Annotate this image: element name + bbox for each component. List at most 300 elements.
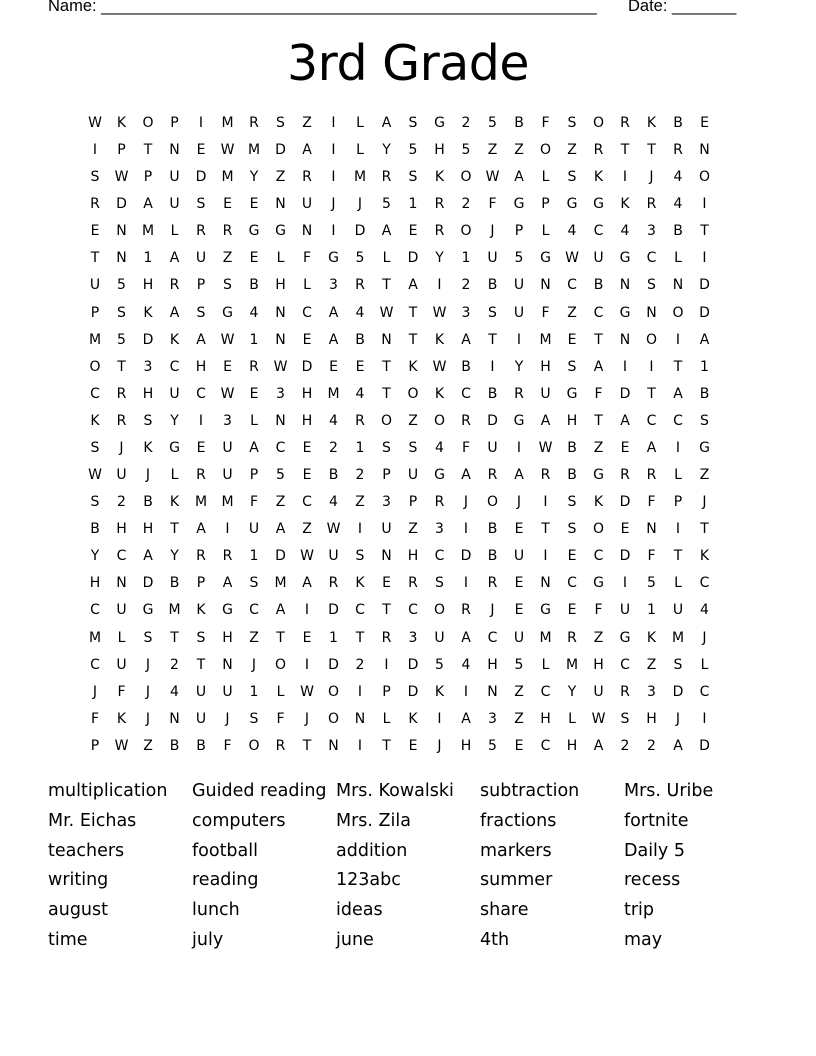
grid-letter: J <box>119 439 124 456</box>
grid-letter: R <box>196 467 206 484</box>
word-list-item: 123abc <box>336 870 401 891</box>
grid-letter: T <box>647 142 656 159</box>
word-list-item: writing <box>48 870 109 891</box>
grid-letter: U <box>513 304 525 321</box>
grid-letter: T <box>382 277 391 294</box>
grid-letter: I <box>675 439 681 456</box>
grid-letter: R <box>620 467 630 484</box>
grid-letter: K <box>593 494 604 511</box>
word-list-item: ideas <box>336 900 383 921</box>
grid-letter: R <box>461 602 471 619</box>
grid-letter: P <box>90 737 100 754</box>
grid-letter: P <box>196 277 206 294</box>
grid-letter: I <box>622 169 628 186</box>
grid-letter: A <box>593 358 604 375</box>
grid-letter: E <box>196 142 206 159</box>
grid-letter: D <box>301 358 313 375</box>
grid-letter: U <box>169 196 180 213</box>
grid-letter: D <box>354 223 366 240</box>
grid-letter: T <box>382 602 391 619</box>
grid-letter: E <box>196 439 206 456</box>
grid-letter: D <box>142 575 154 592</box>
grid-letter: R <box>461 412 471 429</box>
grid-letter: L <box>356 142 364 159</box>
grid-letter: R <box>355 412 365 429</box>
grid-letter: D <box>460 548 472 565</box>
grid-letter: L <box>382 710 391 727</box>
grid-letter: Z <box>487 142 498 159</box>
grid-letter: W <box>432 358 447 375</box>
grid-letter: C <box>461 385 471 402</box>
grid-letter: 5 <box>117 277 126 294</box>
grid-letter: Y <box>567 683 577 700</box>
grid-letter: F <box>541 304 550 321</box>
grid-letter: M <box>221 494 234 511</box>
grid-letter: J <box>675 710 681 727</box>
grid-letter: G <box>566 385 578 402</box>
grid-letter: I <box>357 683 363 700</box>
grid-letter: W <box>432 304 447 321</box>
grid-letter: 5 <box>382 196 391 213</box>
grid-letter: C <box>593 548 604 565</box>
word-list-item: lunch <box>192 900 240 921</box>
grid-letter: I <box>516 439 522 456</box>
grid-letter: O <box>672 304 684 321</box>
grid-letter: E <box>249 196 259 213</box>
grid-letter: Y <box>514 358 524 375</box>
grid-letter: R <box>328 575 339 592</box>
grid-letter: 4 <box>673 196 683 213</box>
grid-letter: N <box>381 548 392 565</box>
grid-letter: I <box>622 575 628 592</box>
grid-letter: A <box>540 412 551 429</box>
grid-letter: N <box>116 250 127 267</box>
grid-letter: W <box>273 358 288 375</box>
grid-letter: K <box>593 169 604 186</box>
grid-letter: 4 <box>355 304 365 321</box>
grid-letter: A <box>514 467 524 484</box>
grid-letter: S <box>382 439 391 456</box>
grid-letter: L <box>674 250 682 267</box>
grid-letter: N <box>354 710 366 727</box>
grid-letter: A <box>593 737 604 754</box>
grid-letter: J <box>702 494 707 511</box>
grid-letter: R <box>275 737 286 754</box>
grid-letter: W <box>485 169 500 186</box>
grid-letter: D <box>328 602 339 619</box>
grid-letter: U <box>89 277 101 294</box>
grid-letter: Z <box>302 521 312 538</box>
grid-letter: 5 <box>435 656 444 673</box>
grid-letter: D <box>619 385 631 402</box>
page-title: 3rd Grade <box>286 35 530 92</box>
grid-letter: N <box>328 737 339 754</box>
grid-letter: M <box>565 656 579 673</box>
grid-letter: H <box>487 656 498 673</box>
grid-letter: A <box>673 385 683 402</box>
grid-letter: S <box>567 115 577 131</box>
grid-letter: N <box>540 277 551 294</box>
grid-letter: W <box>538 439 553 456</box>
grid-letter: D <box>619 494 631 511</box>
grid-letter: A <box>514 169 524 186</box>
grid-letter: C <box>275 439 286 456</box>
word-list-item: markers <box>480 840 552 861</box>
grid-letter: G <box>222 304 233 321</box>
grid-letter: C <box>249 602 259 619</box>
grid-letter: E <box>223 358 232 375</box>
grid-letter: Z <box>567 142 577 159</box>
grid-letter: I <box>437 277 442 294</box>
grid-letter: B <box>673 115 683 131</box>
grid-letter: U <box>593 250 604 267</box>
grid-letter: S <box>567 494 577 511</box>
grid-letter: O <box>592 115 605 131</box>
grid-letter: H <box>540 358 551 375</box>
grid-letter: H <box>646 710 657 727</box>
word-list-item: summer <box>480 870 553 891</box>
grid-letter: I <box>198 412 204 429</box>
grid-letter: A <box>408 277 418 294</box>
grid-letter: E <box>302 467 312 484</box>
grid-letter: 4 <box>567 223 577 240</box>
grid-letter: C <box>567 277 577 294</box>
grid-letter: T <box>594 412 603 429</box>
grid-letter: E <box>249 385 259 402</box>
word-list-item: teachers <box>48 840 125 861</box>
grid-letter: T <box>355 629 365 646</box>
grid-letter: K <box>434 683 445 700</box>
grid-letter: B <box>487 521 498 538</box>
grid-letter: 3 <box>329 277 338 294</box>
grid-letter: E <box>567 331 577 348</box>
grid-letter: I <box>331 223 336 240</box>
grid-letter: Z <box>302 115 312 131</box>
grid-letter: T <box>382 358 391 375</box>
grid-letter: I <box>702 250 707 267</box>
grid-letter: I <box>702 710 707 727</box>
grid-letter: I <box>331 115 336 131</box>
grid-letter: S <box>249 710 259 727</box>
grid-letter: R <box>540 467 551 484</box>
grid-letter: C <box>90 602 100 619</box>
grid-letter: C <box>302 304 312 321</box>
grid-letter: E <box>700 115 709 131</box>
grid-letter: Z <box>143 737 153 754</box>
grid-letter: N <box>275 304 286 321</box>
grid-letter: S <box>223 277 232 294</box>
grid-letter: U <box>328 548 339 565</box>
grid-letter: P <box>673 494 683 511</box>
grid-letter: S <box>196 196 206 213</box>
grid-letter: 1 <box>143 250 153 267</box>
word-list-item: may <box>624 930 663 950</box>
grid-letter: G <box>513 196 525 213</box>
grid-letter: Y <box>90 548 100 565</box>
grid-letter: A <box>381 223 392 240</box>
grid-letter: N <box>619 277 631 294</box>
grid-letter: P <box>143 169 153 186</box>
grid-letter: N <box>540 575 551 592</box>
name-field-label: Name: ______________________________________________________ <box>48 0 597 15</box>
grid-letter: W <box>565 250 579 267</box>
grid-letter: B <box>673 223 683 240</box>
grid-letter: K <box>116 710 127 727</box>
grid-letter: 1 <box>329 629 338 646</box>
grid-letter: F <box>488 196 497 213</box>
grid-letter: D <box>142 331 154 348</box>
grid-letter: Z <box>514 710 524 727</box>
grid-letter: E <box>408 737 418 754</box>
grid-letter: D <box>407 683 419 700</box>
grid-letter: R <box>514 385 524 402</box>
grid-letter: B <box>487 385 498 402</box>
grid-letter: T <box>620 142 630 159</box>
grid-letter: K <box>355 575 365 592</box>
grid-letter: N <box>275 412 286 429</box>
grid-letter: T <box>700 223 709 240</box>
grid-letter: R <box>302 169 312 186</box>
grid-letter: E <box>302 331 312 348</box>
grid-letter: U <box>222 467 233 484</box>
grid-letter: U <box>301 196 313 213</box>
grid-letter: U <box>116 602 127 619</box>
grid-letter: F <box>90 710 100 727</box>
word-list-item: football <box>192 840 258 861</box>
grid-letter: A <box>461 629 471 646</box>
grid-letter: K <box>116 115 127 131</box>
grid-letter: A <box>275 602 286 619</box>
grid-letter: N <box>646 304 657 321</box>
grid-letter: N <box>619 331 631 348</box>
grid-letter: A <box>249 439 259 456</box>
grid-letter: A <box>461 710 471 727</box>
grid-letter: G <box>434 467 445 484</box>
grid-letter: Y <box>382 142 391 159</box>
grid-letter: 3 <box>223 412 232 429</box>
grid-letter: Y <box>249 169 259 186</box>
grid-letter: I <box>675 521 681 538</box>
grid-letter: C <box>302 494 312 511</box>
grid-letter: C <box>593 304 604 321</box>
header <box>48 0 748 19</box>
grid-letter: Z <box>408 412 418 429</box>
grid-letter: T <box>196 656 206 673</box>
grid-letter: R <box>116 412 127 429</box>
grid-letter: I <box>304 602 310 619</box>
grid-letter: C <box>434 548 445 565</box>
grid-letter: G <box>142 602 154 619</box>
grid-letter: 3 <box>382 494 391 511</box>
grid-letter: H <box>593 656 604 673</box>
grid-letter: T <box>90 250 100 267</box>
grid-letter: T <box>408 304 418 321</box>
grid-letter: A <box>196 331 206 348</box>
grid-letter: R <box>487 575 498 592</box>
grid-letter: H <box>434 142 445 159</box>
grid-letter: B <box>514 115 524 131</box>
grid-letter: N <box>487 683 498 700</box>
grid-letter: D <box>116 196 127 213</box>
grid-letter: 2 <box>170 656 179 673</box>
grid-letter: M <box>168 602 181 619</box>
grid-letter: S <box>435 575 444 592</box>
grid-letter: E <box>514 602 524 619</box>
grid-letter: D <box>672 683 684 700</box>
grid-letter: C <box>593 223 604 240</box>
grid-letter: Z <box>275 494 286 511</box>
grid-letter: I <box>225 521 230 538</box>
word-list-item: august <box>48 900 108 921</box>
grid-letter: R <box>620 683 630 700</box>
grid-letter: N <box>672 277 684 294</box>
grid-letter: K <box>646 115 657 131</box>
grid-letter: S <box>90 494 100 511</box>
grid-letter: B <box>169 575 180 592</box>
grid-letter: Z <box>514 683 524 700</box>
grid-letter: E <box>514 575 524 592</box>
grid-letter: A <box>302 142 312 159</box>
grid-letter: K <box>196 602 206 619</box>
grid-letter: N <box>116 223 127 240</box>
grid-letter: C <box>620 656 630 673</box>
grid-letter: L <box>382 250 391 267</box>
grid-letter: A <box>673 737 683 754</box>
grid-letter: T <box>647 385 656 402</box>
grid-letter: L <box>356 115 364 131</box>
grid-letter: S <box>567 521 577 538</box>
grid-letter: L <box>541 223 550 240</box>
grid-letter: 2 <box>355 467 365 484</box>
grid-letter: F <box>461 439 471 456</box>
grid-letter: K <box>434 331 445 348</box>
grid-letter: A <box>699 331 710 348</box>
grid-letter: L <box>700 656 709 673</box>
grid-letter: C <box>169 358 180 375</box>
grid-letter: M <box>247 142 261 159</box>
grid-letter: B <box>249 277 259 294</box>
grid-letter: U <box>407 467 419 484</box>
grid-letter: B <box>196 737 206 754</box>
grid-letter: B <box>593 277 604 294</box>
grid-letter: I <box>357 521 363 538</box>
grid-letter: U <box>513 548 525 565</box>
grid-letter: I <box>516 331 522 348</box>
grid-letter: S <box>143 629 153 646</box>
grid-letter: F <box>302 250 312 267</box>
grid-letter: R <box>646 467 657 484</box>
grid-letter: D <box>407 250 419 267</box>
grid-letter: U <box>248 521 260 538</box>
grid-letter: D <box>275 548 286 565</box>
grid-letter: O <box>433 602 446 619</box>
grid-letter: O <box>327 683 340 700</box>
grid-letter: L <box>170 467 179 484</box>
grid-letter: L <box>568 710 576 727</box>
grid-letter: Z <box>222 250 233 267</box>
grid-letter: J <box>145 683 151 700</box>
grid-letter: 4 <box>700 602 709 619</box>
grid-letter: R <box>434 494 445 511</box>
grid-letter: W <box>326 521 341 538</box>
grid-letter: S <box>117 304 126 321</box>
grid-letter: F <box>647 494 656 511</box>
grid-letter: C <box>540 737 551 754</box>
grid-letter: B <box>355 331 365 348</box>
grid-letter: S <box>673 656 683 673</box>
grid-letter: O <box>539 142 552 159</box>
grid-letter: K <box>408 358 418 375</box>
grid-letter: I <box>463 521 469 538</box>
grid-letter: 2 <box>620 737 630 754</box>
grid-letter: G <box>593 467 604 484</box>
word-list-item: subtraction <box>480 781 580 801</box>
grid-letter: R <box>355 277 365 294</box>
grid-letter: R <box>222 223 233 240</box>
grid-letter: I <box>463 683 469 700</box>
grid-letter: G <box>169 439 180 456</box>
grid-letter: H <box>142 385 154 402</box>
grid-letter: L <box>276 683 285 700</box>
grid-letter: O <box>592 521 605 538</box>
grid-letter: U <box>513 629 525 646</box>
grid-letter: K <box>143 304 153 321</box>
grid-letter: 5 <box>514 250 524 267</box>
grid-letter: N <box>699 142 710 159</box>
grid-letter: U <box>222 683 233 700</box>
grid-letter: L <box>674 467 682 484</box>
grid-letter: Y <box>170 412 179 429</box>
grid-letter: R <box>169 277 180 294</box>
grid-letter: U <box>195 250 207 267</box>
grid-letter: R <box>434 196 445 213</box>
grid-letter: J <box>145 656 151 673</box>
grid-letter: L <box>303 277 311 294</box>
grid-letter: C <box>540 683 551 700</box>
grid-letter: S <box>355 548 365 565</box>
grid-letter: J <box>145 710 151 727</box>
grid-letter: U <box>619 602 631 619</box>
grid-letter: A <box>143 196 153 213</box>
grid-letter: A <box>169 304 180 321</box>
grid-letter: I <box>490 358 495 375</box>
grid-letter: E <box>355 358 365 375</box>
word-list-item: recess <box>624 870 681 891</box>
grid-letter: U <box>593 683 604 700</box>
grid-letter: J <box>225 710 230 727</box>
grid-letter: A <box>169 250 180 267</box>
grid-letter: Z <box>408 521 418 538</box>
grid-letter: 4 <box>461 656 471 673</box>
grid-letter: R <box>646 196 657 213</box>
grid-letter: R <box>673 142 683 159</box>
grid-letter: M <box>274 575 287 592</box>
grid-letter: G <box>619 304 631 321</box>
grid-letter: M <box>327 385 340 402</box>
grid-letter: K <box>169 494 180 511</box>
grid-letter: L <box>276 250 285 267</box>
word-list-item: share <box>480 900 529 921</box>
grid-letter: K <box>90 412 100 429</box>
grid-letter: K <box>408 710 418 727</box>
grid-letter: K <box>699 548 710 565</box>
grid-letter: U <box>169 169 180 186</box>
grid-letter: B <box>90 521 100 538</box>
grid-letter: G <box>593 196 604 213</box>
grid-letter: J <box>516 494 522 511</box>
grid-letter: P <box>196 575 206 592</box>
grid-letter: 2 <box>647 737 656 754</box>
